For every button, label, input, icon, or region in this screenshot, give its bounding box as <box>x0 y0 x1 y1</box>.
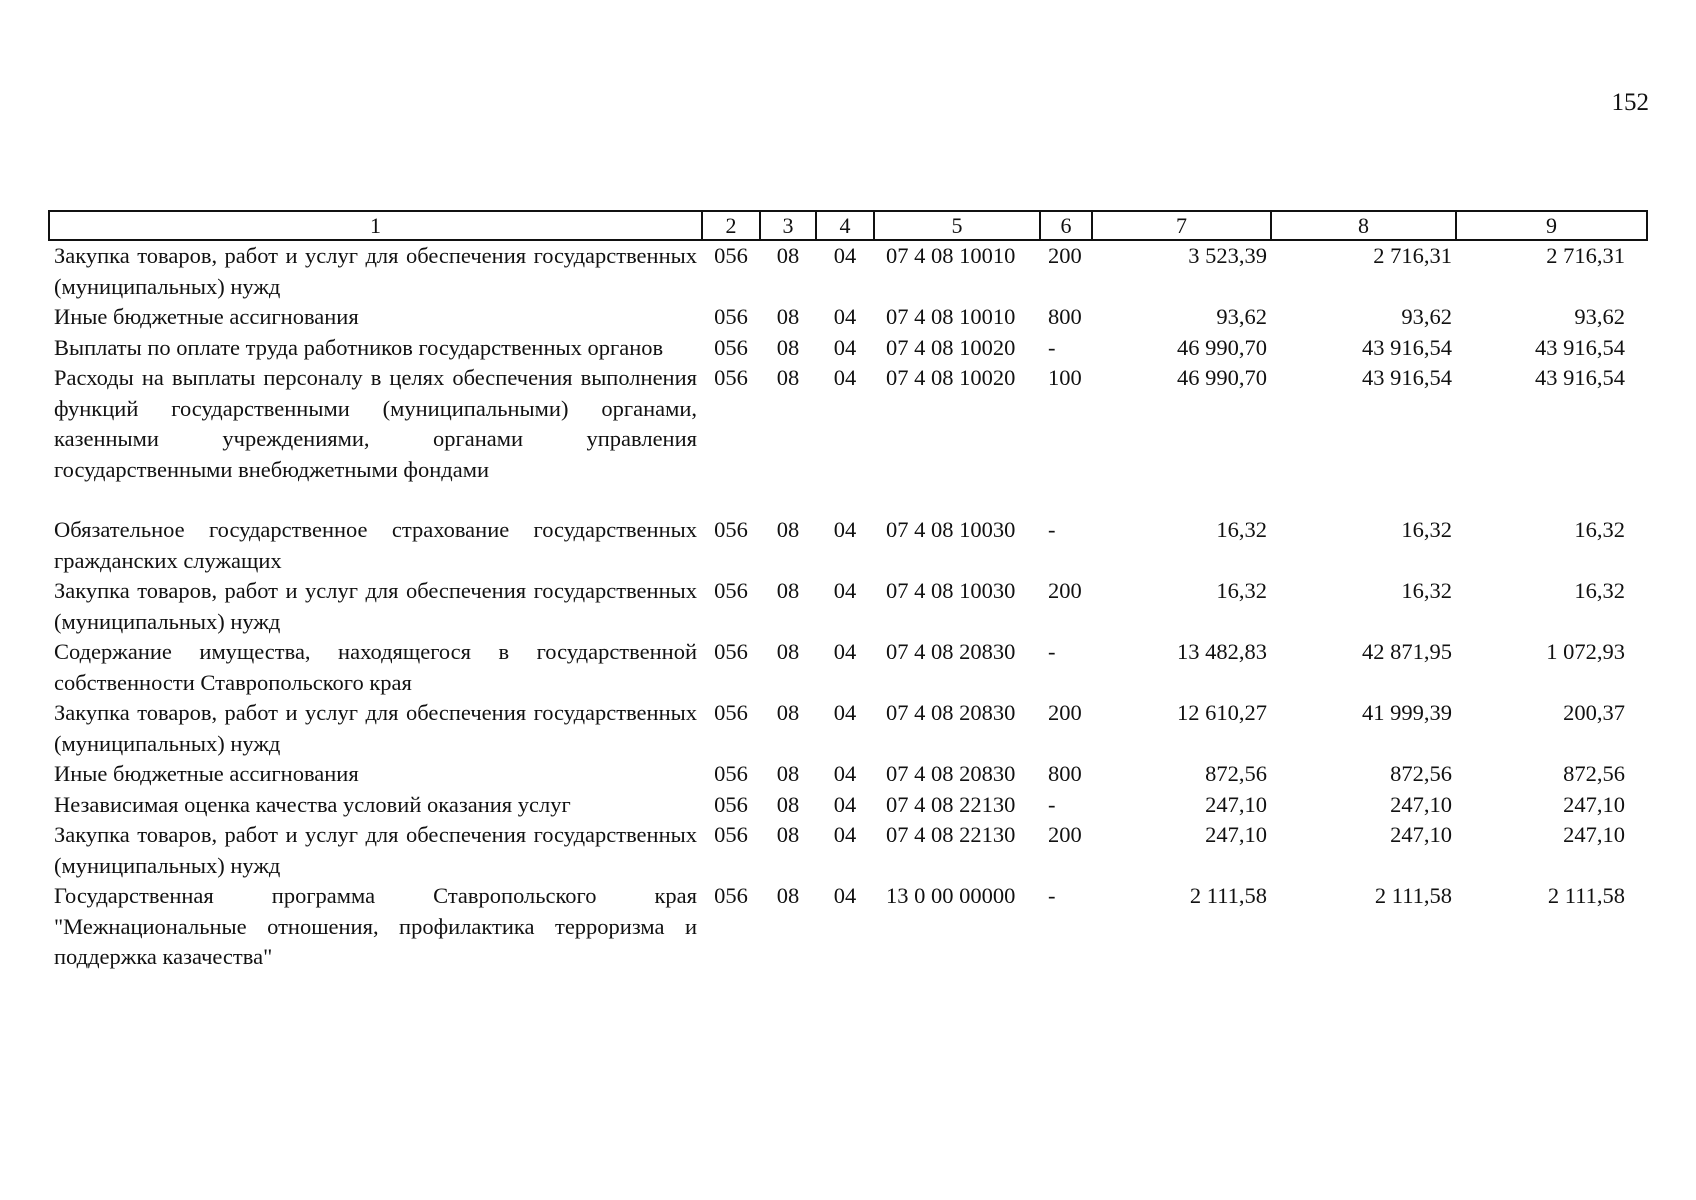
header-cell: 6 <box>1040 211 1092 240</box>
row-amount-col8: 16,32 <box>1401 517 1452 542</box>
row-amount-col9: 2 111,58 <box>1547 883 1625 908</box>
row-name: Содержание имущества, находящегося в государственной собственности Ставропольского края <box>54 639 697 695</box>
row-name: Закупка товаров, работ и услуг для обеспечения государственных (муниципальных) нужд <box>54 243 697 299</box>
row-subsection-code: 04 <box>833 700 857 725</box>
row-amount-col7: 872,56 <box>1205 761 1267 786</box>
row-ministry-code: 056 <box>714 334 748 360</box>
row-amount-col9: 16,32 <box>1574 578 1625 603</box>
budget-table <box>48 210 1648 973</box>
row-section-code: 08 <box>776 517 800 542</box>
row-amount-col7: 13 482,83 <box>1177 639 1267 664</box>
row-name: Государственная программа Ставропольского края "Межнациональные отношения, профилактика терроризма и поддержка казачества" <box>54 883 697 969</box>
row-ministry-code: 056 <box>714 791 748 817</box>
row-ministry-code: 056 <box>714 761 748 786</box>
header-cell: 1 <box>49 211 702 240</box>
row-expense-type: 200 <box>1048 822 1082 847</box>
table-row <box>49 637 1647 698</box>
table-row <box>49 790 1647 821</box>
table-row <box>49 333 1647 364</box>
row-amount-col9: 1 072,93 <box>1546 639 1625 664</box>
table-row <box>49 576 1647 637</box>
row-target-article: 07 4 08 10020 <box>886 334 1016 360</box>
row-amount-col8: 247,10 <box>1390 822 1452 847</box>
row-expense-type: - <box>1048 639 1056 664</box>
row-amount-col8: 43 916,54 <box>1362 365 1452 390</box>
table-row <box>49 515 1647 576</box>
row-expense-type: - <box>1048 883 1056 908</box>
row-amount-col9: 2 716,31 <box>1546 243 1625 268</box>
row-ministry-code: 056 <box>714 639 748 664</box>
header-cell: 2 <box>702 211 760 240</box>
table-row <box>49 759 1647 790</box>
row-amount-col9: 43 916,54 <box>1535 334 1625 360</box>
row-amount-col7: 2 111,58 <box>1189 883 1267 908</box>
row-target-article: 07 4 08 22130 <box>886 791 1016 817</box>
row-amount-col9: 93,62 <box>1574 304 1625 329</box>
row-amount-col9: 200,37 <box>1563 700 1625 725</box>
header-cell: 8 <box>1271 211 1456 240</box>
row-section-code: 08 <box>776 334 800 360</box>
row-expense-type: 800 <box>1048 304 1082 329</box>
row-subsection-code: 04 <box>833 334 857 360</box>
row-section-code: 08 <box>776 243 800 268</box>
row-amount-col7: 247,10 <box>1205 822 1267 847</box>
row-name: Расходы на выплаты персоналу в целях обеспечения выполнения функций государственными (муниципальными) органами, казенными учреждениями, органами управления государственными внебюджетными фондами <box>54 365 697 482</box>
row-ministry-code: 056 <box>714 365 748 390</box>
row-amount-col9: 872,56 <box>1563 761 1625 786</box>
row-amount-col8: 16,32 <box>1401 578 1452 603</box>
row-amount-col7: 247,10 <box>1205 791 1267 817</box>
row-section-code: 08 <box>776 791 800 817</box>
row-amount-col8: 872,56 <box>1390 761 1452 786</box>
row-amount-col9: 16,32 <box>1574 517 1625 542</box>
row-ministry-code: 056 <box>714 822 748 847</box>
row-name: Выплаты по оплате труда работников государственных органов <box>54 334 664 360</box>
header-cell: 9 <box>1456 211 1647 240</box>
row-name: Закупка товаров, работ и услуг для обеспечения государственных (муниципальных) нужд <box>54 700 697 756</box>
row-ministry-code: 056 <box>714 517 748 542</box>
row-expense-type: 200 <box>1048 578 1082 603</box>
row-expense-type: 100 <box>1048 365 1082 390</box>
row-ministry-code: 056 <box>714 243 748 268</box>
table-header-row <box>49 211 1647 240</box>
row-amount-col7: 46 990,70 <box>1177 334 1267 360</box>
row-expense-type: - <box>1048 791 1056 817</box>
row-subsection-code: 04 <box>833 578 857 603</box>
row-amount-col9: 247,10 <box>1563 822 1625 847</box>
row-target-article: 07 4 08 10010 <box>886 304 1016 329</box>
row-amount-col9: 247,10 <box>1563 791 1625 817</box>
row-amount-col8: 93,62 <box>1401 304 1452 329</box>
row-expense-type: 200 <box>1048 700 1082 725</box>
row-name: Закупка товаров, работ и услуг для обеспечения государственных (муниципальных) нужд <box>54 822 697 878</box>
row-expense-type: - <box>1048 334 1056 360</box>
row-amount-col8: 2 111,58 <box>1374 883 1452 908</box>
row-ministry-code: 056 <box>714 883 748 908</box>
row-target-article: 07 4 08 20830 <box>886 700 1016 725</box>
row-amount-col7: 12 610,27 <box>1177 700 1267 725</box>
row-target-article: 07 4 08 20830 <box>886 639 1016 664</box>
table-row <box>49 363 1647 515</box>
row-amount-col8: 247,10 <box>1390 791 1452 817</box>
row-amount-col9: 43 916,54 <box>1535 365 1625 390</box>
row-ministry-code: 056 <box>714 700 748 725</box>
row-target-article: 07 4 08 20830 <box>886 761 1016 786</box>
row-section-code: 08 <box>776 639 800 664</box>
row-amount-col7: 16,32 <box>1216 517 1267 542</box>
table-row <box>49 240 1647 302</box>
header-cell: 7 <box>1092 211 1271 240</box>
row-amount-col7: 46 990,70 <box>1177 365 1267 390</box>
row-section-code: 08 <box>776 578 800 603</box>
row-expense-type: 800 <box>1048 761 1082 786</box>
row-name: Обязательное государственное страхование государственных гражданских служащих <box>54 517 697 573</box>
row-subsection-code: 04 <box>833 304 857 329</box>
row-ministry-code: 056 <box>714 304 748 329</box>
row-subsection-code: 04 <box>833 791 857 817</box>
header-cell: 4 <box>816 211 874 240</box>
row-amount-col8: 2 716,31 <box>1373 243 1452 268</box>
header-cell: 3 <box>760 211 816 240</box>
row-name: Иные бюджетные ассигнования <box>54 761 359 786</box>
row-subsection-code: 04 <box>833 243 857 268</box>
row-amount-col7: 3 523,39 <box>1188 243 1267 268</box>
row-subsection-code: 04 <box>833 761 857 786</box>
row-name: Иные бюджетные ассигнования <box>54 304 359 329</box>
row-subsection-code: 04 <box>833 517 857 542</box>
row-amount-col7: 93,62 <box>1216 304 1267 329</box>
table-row <box>49 820 1647 881</box>
row-name: Независимая оценка качества условий оказания услуг <box>54 791 571 817</box>
row-target-article: 07 4 08 10030 <box>886 517 1016 542</box>
row-section-code: 08 <box>776 822 800 847</box>
row-section-code: 08 <box>776 883 800 908</box>
row-subsection-code: 04 <box>833 883 857 908</box>
header-cell: 5 <box>874 211 1040 240</box>
row-amount-col8: 42 871,95 <box>1362 639 1452 664</box>
row-amount-col8: 41 999,39 <box>1362 700 1452 725</box>
row-amount-col8: 43 916,54 <box>1362 334 1452 360</box>
row-amount-col7: 16,32 <box>1216 578 1267 603</box>
table-row <box>49 698 1647 759</box>
row-target-article: 07 4 08 22130 <box>886 822 1016 847</box>
row-subsection-code: 04 <box>833 822 857 847</box>
row-target-article: 07 4 08 10030 <box>886 578 1016 603</box>
table-row <box>49 302 1647 333</box>
row-expense-type: - <box>1048 517 1056 542</box>
row-section-code: 08 <box>776 304 800 329</box>
row-target-article: 07 4 08 10010 <box>886 243 1016 268</box>
row-target-article: 07 4 08 10020 <box>886 365 1016 390</box>
row-section-code: 08 <box>776 700 800 725</box>
row-subsection-code: 04 <box>833 639 857 664</box>
row-section-code: 08 <box>776 365 800 390</box>
row-ministry-code: 056 <box>714 578 748 603</box>
table-row <box>49 881 1647 973</box>
row-name: Закупка товаров, работ и услуг для обеспечения государственных (муниципальных) нужд <box>54 578 697 634</box>
page-number: 152 <box>1611 89 1649 116</box>
row-subsection-code: 04 <box>833 365 857 390</box>
row-target-article: 13 0 00 00000 <box>886 883 1016 908</box>
row-expense-type: 200 <box>1048 243 1082 268</box>
row-section-code: 08 <box>776 761 800 786</box>
